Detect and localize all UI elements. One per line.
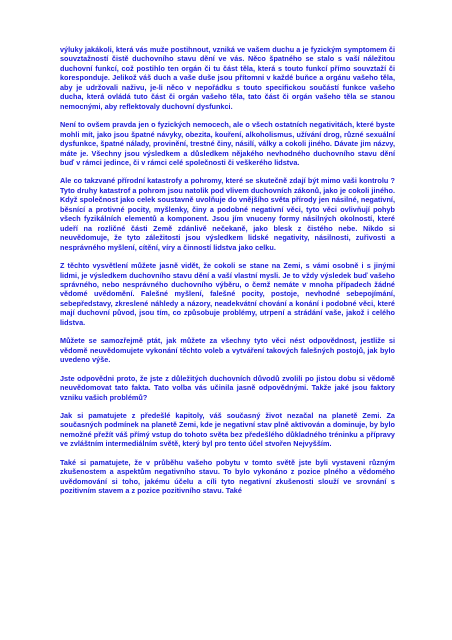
paragraph: Jste odpovědni proto, že jste z důležitých duchovních důvodů zvolili po jistou dobu si vědomě neuvědomovat tato fakta. Tato volba vás učinila jasně odpovědnými. Takže jaké jsou faktory vzniku vašich problémů? bbox=[60, 373, 395, 402]
paragraph: výluky jakákoli, která vás muže postihnout, vzniká ve vašem duchu a je fyzickým symptomem či souvztažností čistě duchovního stavu dění ve vás. Něco špatného se stalo s vaší náležitou duchovní funkcí, což postihlo ten orgán či tu část těla, která s touto funkcí přímo souvztaží či koresponduje. Jelikož váš duch a vaše duše jsou přítomni v každé buňce a orgánu vašeho těla, aby je udržovali naživu, je-li něco v nepořádku s touto specifickou součástí funkce vašeho ducha, která ovládá tuto část či orgán vašeho těla, tato část či orgán vašeho těla se stanou nemocnými, aby reflektovaly duchovní dysfunkci. bbox=[60, 45, 395, 111]
paragraph: Můžete se samozřejmě ptát, jak můžete za všechny tyto věci nést odpovědnost, jestliže si vědomě neuvědomujete vykonání těchto voleb a vytváření takových falešných postojů, jak bylo uvedeno výše. bbox=[60, 336, 395, 365]
paragraph: Není to ovšem pravda jen o fyzických nemocech, ale o všech ostatních negativitách, které byste mohli mít, jako jsou špatné návyky, obezita, kouření, alkoholismus, užívání drog, různé sexuální dysfunkce, špatné nálady, provinění, trestné činy, násilí, války a cokoli jiného. Dávate jim názvy, máte je. Všechny jsou výsledkem a důsledkem nějakého nevhodného duchovního stavu dění buď v rámci jedince, či v rámci celé společnosti či veškerého lidstva. bbox=[60, 120, 395, 167]
paragraph: Jak si pamatujete z předešlé kapitoly, váš současný život nezačal na planetě Zemi. Za současných podmínek na planetě Zemi, kde je negativní stav plně aktivován a dominuje, by bylo nemožné přežít váš přímý vstup do tohoto světa bez předešlého důkladného tréninku a přípravy ve zvláštním intermediálním světě, který byl pro tento účel stvořen Nejvyšším. bbox=[60, 410, 395, 449]
paragraph: Z těchto vysvětlení můžete jasně vidět, že cokoli se stane na Zemi, s vámi osobně i s jinými lidmi, je výsledkem duchovního stavu dění a vaší vlastní mysli. Je to vždy výsledek buď vašeho správného, nebo nesprávného duchovního výběru, o čemž nemáte v mnoha případech žádné vědomé uvědomění. Falešné myšlení, falešné pocity, postoje, nevhodné sebepojímání, sebepředstavy, zkreslené náhledy a názory, neadekvátní chování a konání i podobné věci, které mají duchovní původ, jsou tím, co způsobuje problémy, utrpení a strádání vaše, jakož i celého lidstva. bbox=[60, 261, 395, 327]
paragraph: Ale co takzvané přírodní katastrofy a pohromy, které se skutečně zdají být mimo vaši kontrolu ? Tyto druhy katastrof a pohrom jsou natolik pod vlivem duchovních zákonů, jako je cokoli jiného. Když společnost jako celek soustavně uvolňuje do vnějšího světa přírody jen násilné, negativní, běsnící a protivné pocity, myšlenky, činy a podobné negativní věci, tyto věci ovlivňují pohyb všech fyzikálních elementů a komponent. Jsou jím vnuceny formy násilných okolností, které udeří na rozličné části Země zdánlivě nečekaně, jako blesk z čistého nebe. Nikdo si neuvědomuje, že tyto záležitosti jsou výsledkem lidské negativity, násilnosti, zuřivosti a nesprávného myšlení, cítění, víry a činností lidstva jako celku. bbox=[60, 176, 395, 252]
paragraph: Také si pamatujete, že v průběhu vašeho pobytu v tomto světě jste byli vystaveni různým zkušenostem a aspektům negativního stavu. To bylo vykonáno z pozice plného a vědomého uvědomování si toho, jakému účelu a cíli tyto negativní zkušenosti slouží ve srovnání s pozitivním stavem a z pozice pozitivního stavu. Také bbox=[60, 457, 395, 496]
